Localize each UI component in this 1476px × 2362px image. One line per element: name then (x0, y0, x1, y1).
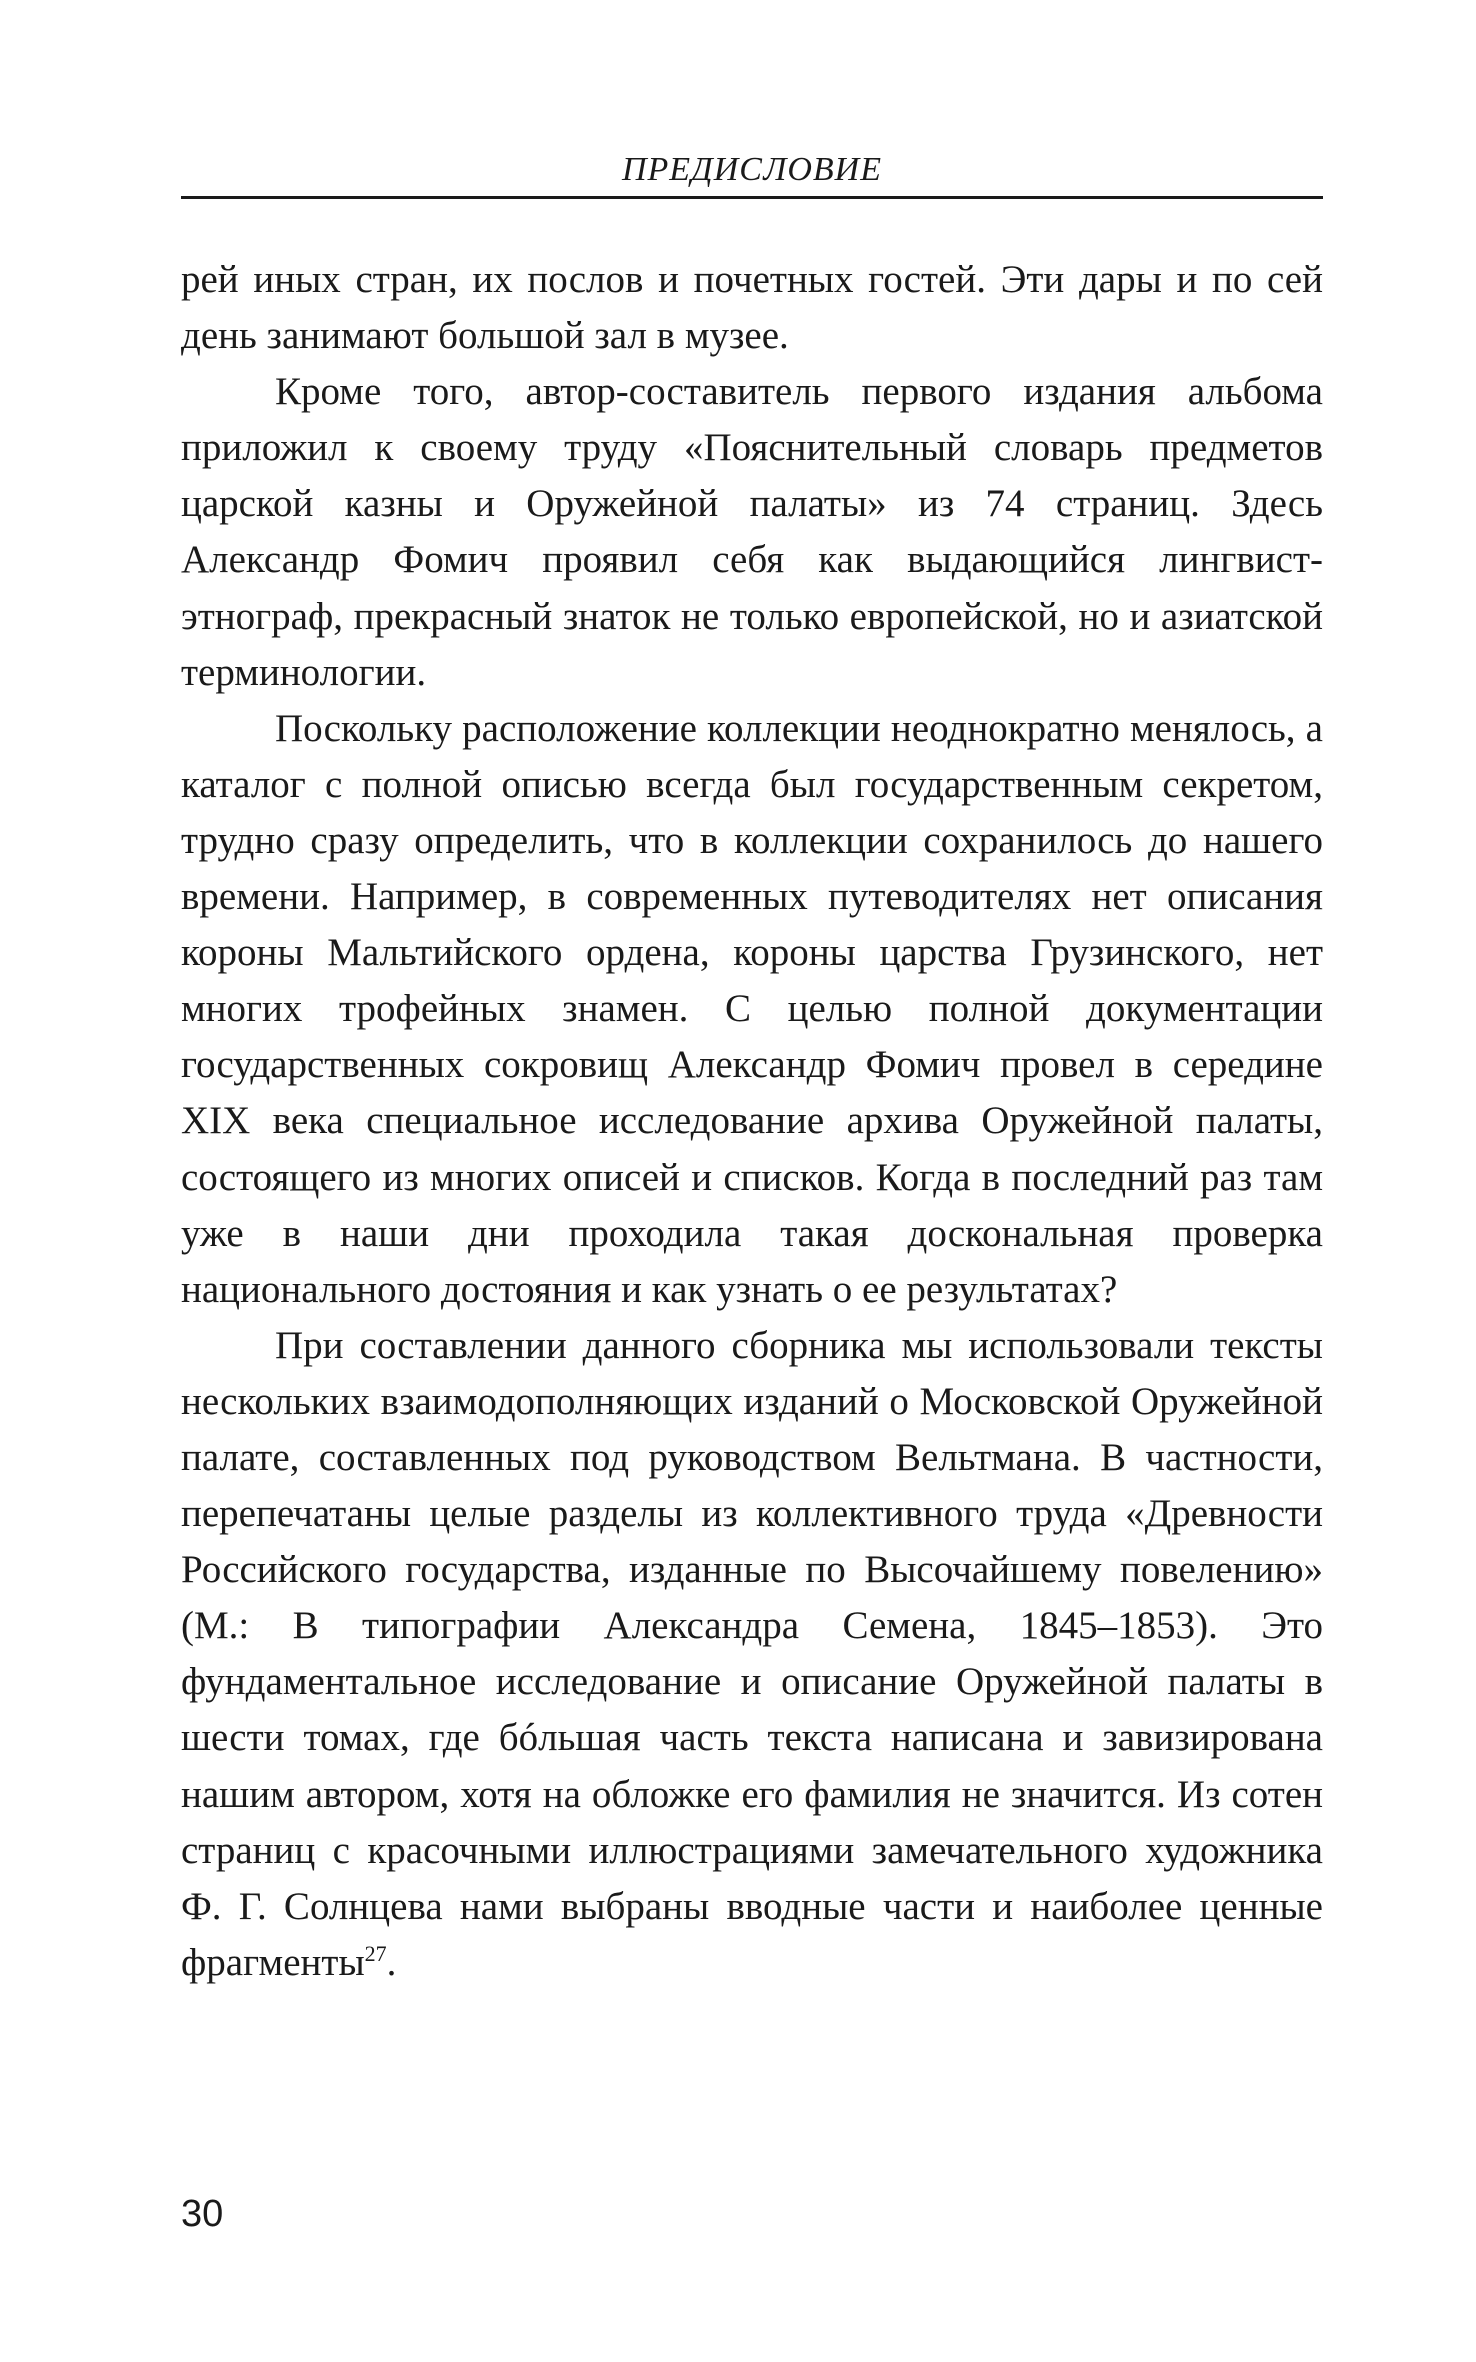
header-rule (181, 196, 1323, 199)
paragraph-3 (181, 701, 1323, 1318)
paragraph-text: рей иных стран, их послов и почетных гостей. Эти дары и по сей день занимают большой зал в музее. (181, 258, 1323, 358)
paragraph-text: При составлении данного сборника мы использовали тексты нескольких взаимодополняющих изданий о Московской Оружейной палате, составленных под руководством Вельтмана. В частности, перепечатаны целые разделы из коллективного труда «Древности Российского государства, изданные по Высочайшему повелению» (М.: В типографии Александра Семена, 1845–1853). Это фундаментальное исследование и описание Оружейной палаты в шести томах, где бóльшая часть текста написана и завизирована нашим автором, хотя на обложке его фамилия не значится. Из сотен страниц с красочными иллюстрациями замечательного художника Ф. Г. Солнцева нами выбраны вводные части и наиболее ценные фрагменты (181, 1323, 1323, 1984)
page-number: 30 (181, 2193, 224, 2235)
footnote-reference[interactable]: 27 (364, 1940, 387, 1966)
paragraph-4 (181, 1318, 1323, 1991)
paragraph-text: Поскольку расположение коллекции неоднократно менялось, а каталог с полной описью всегда был государственным секретом, трудно сразу определить, что в коллекции сохранилось до нашего времени. Например, в современных путеводителях нет описания короны Мальтийского ордена, короны царства Грузинского, нет многих трофейных знамен. С целью полной документации государственных сокровищ Александр Фомич провел в середине XIX века специальное исследование архива Оружейной палаты, состоящего из многих описей и списков. Когда в последний раз там уже в наши дни проходила такая доскональная проверка национального достояния и как узнать о ее результатах? (181, 706, 1323, 1311)
paragraph-tail: . (386, 1940, 397, 1984)
body-text (181, 252, 1323, 1991)
running-head: ПРЕДИСЛОВИЕ (621, 151, 883, 188)
paragraph-text: Кроме того, автор-составитель первого издания альбома приложил к своему труду «Пояснительный словарь предметов царской казны и Оружейной палаты» из 74 страниц. Здесь Александр Фомич проявил себя как выдающийся лингвист-этнограф, прекрасный знаток не только европейской, но и азиатской терминологии. (181, 370, 1323, 694)
paragraph-2 (181, 364, 1323, 701)
paragraph-1 (181, 252, 1323, 364)
